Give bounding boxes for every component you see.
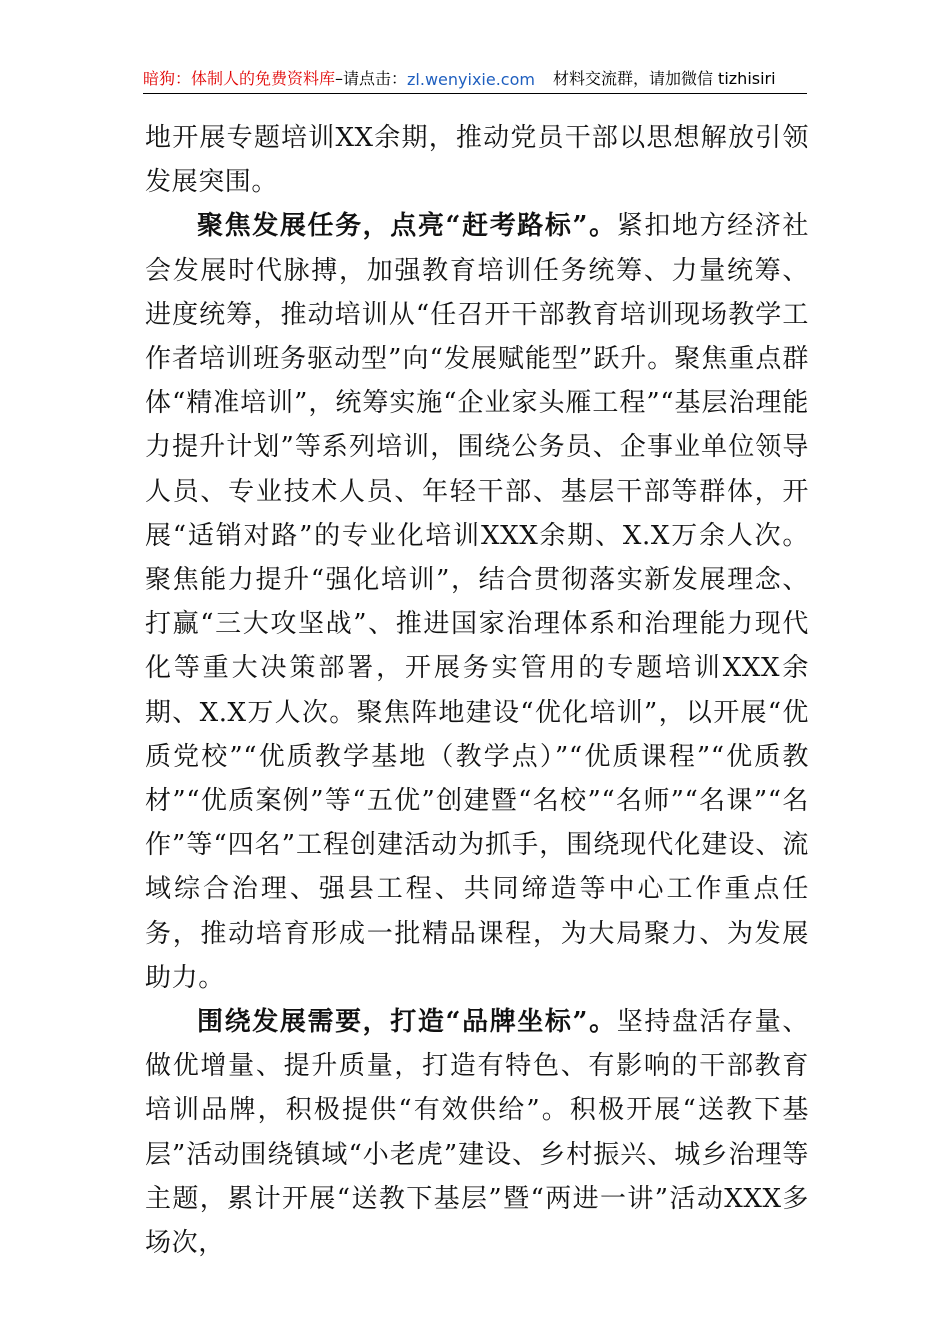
header-site-name: 暗狗：体制人的免费资料库 (143, 69, 336, 88)
paragraph-lead-heading: 聚焦发展任务，点亮“赶考路标”。 (197, 211, 617, 242)
paragraph-text: 地开展专题培训XX余期，推动党员干部以思想解放引领发展突围。 (145, 123, 809, 198)
paragraph-lead-heading: 围绕发展需要，打造“品牌坐标”。 (197, 1007, 617, 1038)
paragraph-continuation (145, 116, 809, 204)
paragraph-text: 紧扣地方经济社会发展时代脉搏，加强教育培训任务统筹、力量统筹、进度统筹，推动培训从“任召开干部教育培训现场教学工作者培训班务驱动型”向“发展赋能型”跃升。聚焦重点群体“精准培训”，统筹实施“企业家头雁工程”“基层治理能力提升计划”等系列培训，围绕公务员、企事业单位领导人员、专业技术人员、年轻干部、基层干部等群体，开展“适销对路”的专业化培训XXX余期、X.X万余人次。聚焦能力提升“强化培训”，结合贯彻落实新发展理念、打赢“三大攻坚战”、推进国家治理体系和治理能力现代化等重大决策部署，开展务实管用的专题培训XXX余期、X.X万人次。聚焦阵地建设“优化培训”，以开展“优质党校”“优质教学基地（教学点）”“优质课程”“优质教材”“优质案例”等“五优”创建暨“名校”“名师”“名课”“名作”等“四名”工程创建活动为抓手，围绕现代化建设、流域综合治理、强县工程、共同缔造等中心工作重点任务，推动培育形成一批精品课程，为大局聚力、为发展助力。 (145, 211, 809, 993)
header-click-prefix: –请点击： (335, 69, 408, 88)
header-group-text: 材料交流群，请加微信 tizhisiri (552, 69, 776, 88)
paragraph-brand-building (145, 1000, 809, 1265)
document-body (145, 116, 809, 1265)
page-header (143, 62, 807, 94)
paragraph-task-focus (145, 204, 809, 1000)
paragraph-text: 坚持盘活存量、做优增量、提升质量，打造有特色、有影响的干部教育培训品牌，积极提供“有效供给”。积极开展“送教下基层”活动围绕镇域“小老虎”建设、乡村振兴、城乡治理等主题，累计开展“送教下基层”暨“两进一讲”活动XXX多场次， (145, 1007, 809, 1259)
header-url-link[interactable]: zl.wenyixie.com (407, 70, 535, 89)
